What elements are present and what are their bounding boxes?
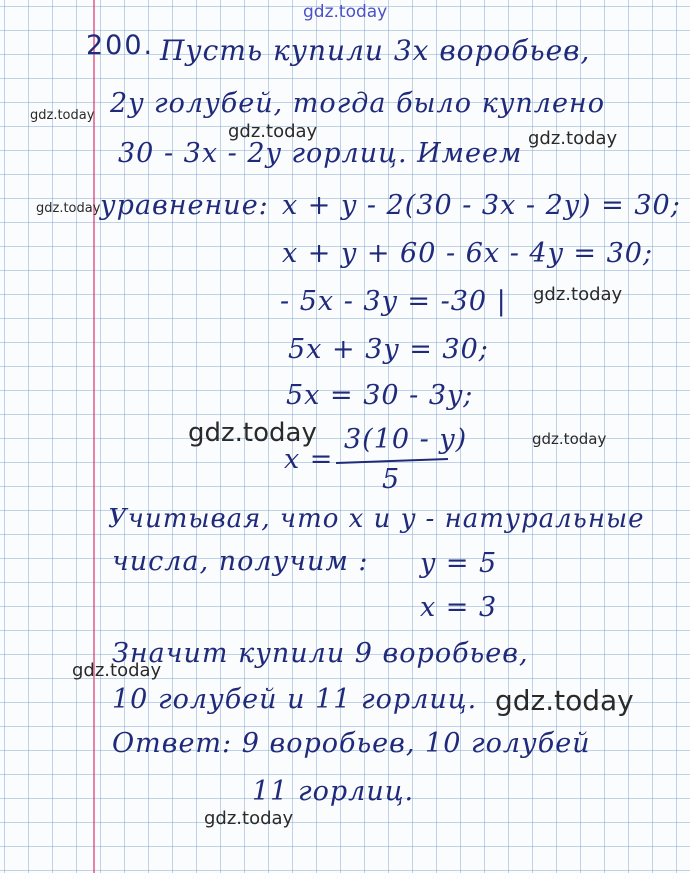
fraction-lhs: x = — [284, 444, 334, 475]
watermark-10: gdz.today — [204, 808, 294, 829]
conclusion-line-2: числа, получим : — [112, 546, 369, 577]
watermark-1: gdz.today — [30, 108, 95, 123]
problem-line-2: 2y голубей, тогда было куплено — [110, 88, 605, 119]
problem-number: 200. — [86, 30, 155, 61]
answer-line-1: Значит купили 9 воробьев, — [112, 638, 529, 669]
equation-3: - 5x - 3y = -30 | — [280, 286, 507, 317]
equation-1: x + y - 2(30 - 3x - 2y) = 30; — [282, 190, 681, 221]
problem-line-4: уравнение: — [100, 190, 269, 221]
watermark-8: gdz.today — [72, 660, 162, 681]
equation-4: 5x + 3y = 30; — [288, 334, 489, 365]
watermark-2: gdz.today — [228, 121, 318, 142]
fraction-numerator: 3(10 - y) — [344, 424, 468, 455]
notebook-margin-line — [93, 0, 95, 873]
equation-2: x + y + 60 - 6x - 4y = 30; — [282, 238, 654, 269]
answer-line-2: 10 голубей и 11 горлиц. — [112, 684, 478, 715]
watermark-6: gdz.today — [188, 418, 317, 448]
value-y: y = 5 — [420, 548, 498, 579]
watermark-4: gdz.today — [36, 201, 101, 216]
watermark-9: gdz.today — [495, 684, 634, 717]
problem-line-1: Пусть купили 3x воробьев, — [160, 34, 591, 67]
watermark-3: gdz.today — [528, 128, 618, 149]
fraction-denominator: 5 — [382, 464, 401, 495]
problem-line-3: 30 - 3x - 2y горлиц. Имеем — [118, 138, 523, 169]
watermark-5: gdz.today — [533, 284, 623, 305]
equation-5: 5x = 30 - 3y; — [286, 380, 474, 411]
watermark-7: gdz.today — [532, 430, 607, 448]
answer-line-3: Ответ: 9 воробьев, 10 голубей — [112, 728, 591, 759]
answer-line-4: 11 горлиц. — [252, 776, 415, 807]
site-watermark-top: gdz.today — [303, 2, 388, 22]
value-x: x = 3 — [420, 592, 498, 623]
conclusion-line-1: Учитывая, что x и y - натуральные — [108, 504, 645, 534]
